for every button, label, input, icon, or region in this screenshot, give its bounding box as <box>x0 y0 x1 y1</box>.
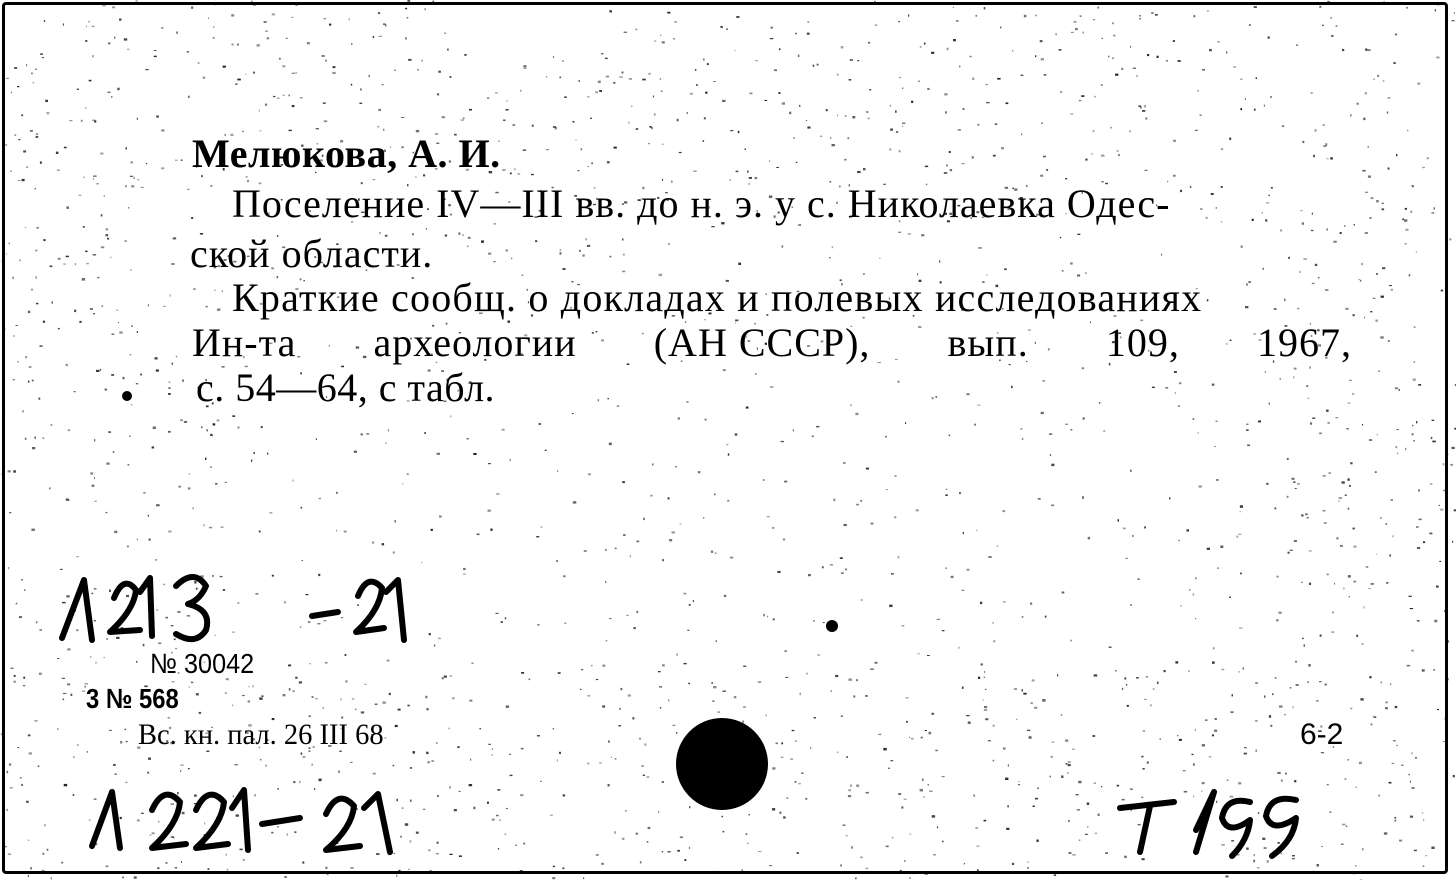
punch-hole <box>676 718 768 810</box>
source-line-1: Краткие сообщ. о докладах и полевых исследованиях <box>232 275 1203 320</box>
source-line-2-word: вып. <box>947 320 1029 365</box>
handwritten-shelf-mark-1 <box>62 577 404 640</box>
source-line-2-word: 1967, <box>1256 320 1352 365</box>
registry-line: Вс. кн. пал. 26 III 68 <box>138 718 384 751</box>
handwritten-tag <box>1120 792 1296 856</box>
ink-dot <box>826 620 838 632</box>
accession-ref: 3 № 568 <box>86 683 179 714</box>
accession-number: № 30042 <box>150 648 255 679</box>
source-line-2-word: (АН СССР), <box>653 320 871 365</box>
source-line-3: с. 54—64, с табл. <box>196 365 496 410</box>
title-line-1: Поселение IV—III вв. до н. э. у с. Николаевка Одес- <box>232 181 1171 226</box>
card-code: 6-2 <box>1300 718 1344 751</box>
source-line-2-word: 109, <box>1105 320 1180 365</box>
source-line-2-word: археологии <box>373 320 577 365</box>
source-line-2-word: Ин-та <box>192 320 297 365</box>
title-line-2: ской области. <box>190 231 434 276</box>
author-name: Мелюкова, А. И. <box>192 131 501 176</box>
handwritten-shelf-mark-2 <box>92 790 390 852</box>
